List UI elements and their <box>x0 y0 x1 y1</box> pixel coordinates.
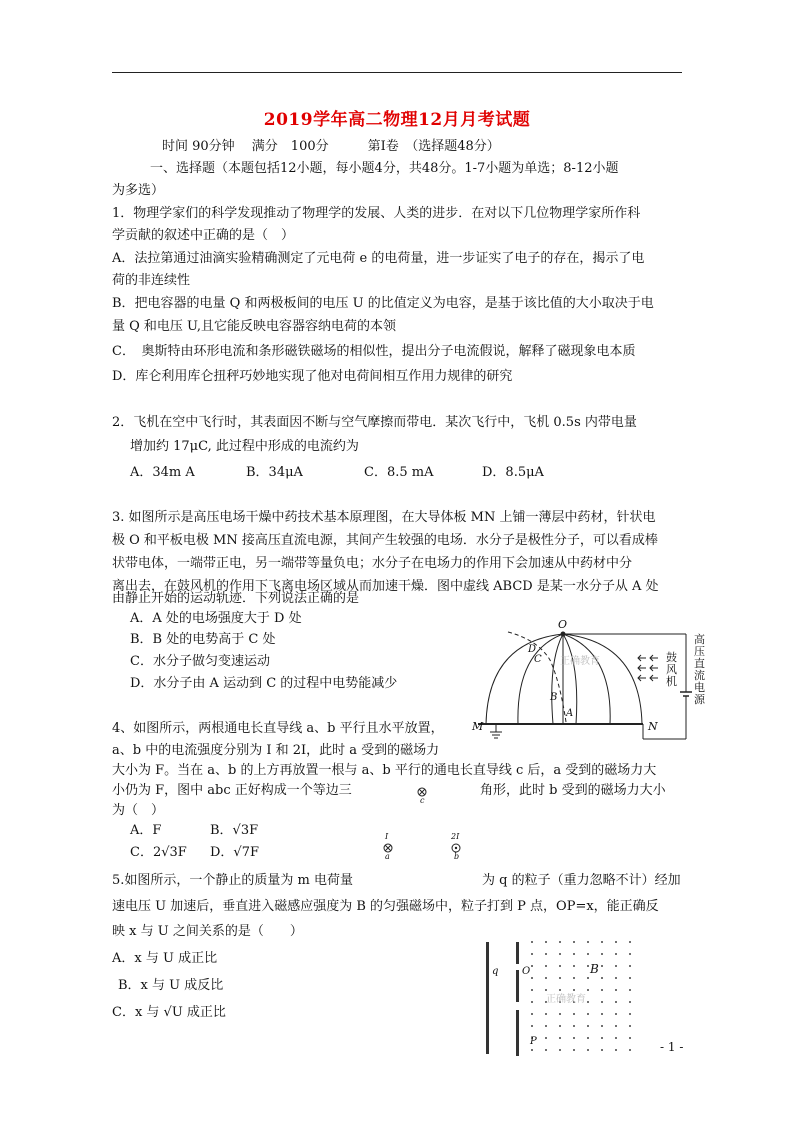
field-dot <box>531 1025 533 1027</box>
q5-stem-2: 速电压 U 加速后，垂直进入磁感应强度为 B 的匀强磁场中，粒子打到 P 点，OP=x，能正确反 <box>112 899 659 914</box>
field-dot <box>587 1013 589 1015</box>
wire-a-label: a <box>385 852 390 861</box>
field-dot <box>559 1025 561 1027</box>
field-dot <box>615 1013 617 1015</box>
wire-a-current-label: I <box>385 832 389 841</box>
label-n: N <box>648 720 658 733</box>
point-o-label: O <box>522 966 531 977</box>
field-dot <box>545 1037 547 1039</box>
field-dot <box>587 1037 589 1039</box>
field-dot <box>531 1013 533 1015</box>
field-dot <box>587 941 589 943</box>
field-dot <box>545 1025 547 1027</box>
q1-option-d: D．库仑利用库仑扭秤巧妙地实现了他对电荷间相互作用力规律的研究 <box>112 369 513 384</box>
q1-option-c: C． 奥斯特由环形电流和条形磁铁磁场的相似性，提出分子电流假说，解释了磁现象电本质 <box>112 344 636 359</box>
point-p-label: P <box>530 1036 537 1047</box>
q4-wires-diagram <box>370 782 480 862</box>
field-dot <box>629 1013 631 1015</box>
q4-option-d: D．√7F <box>210 845 259 860</box>
field-dot <box>601 977 603 979</box>
q3-option-c: C．水分子做匀变速运动 <box>130 654 270 669</box>
field-dot <box>601 1025 603 1027</box>
q5-stem-3: 映 x 与 U 之间关系的是（ ） <box>112 924 303 939</box>
field-dot <box>559 941 561 943</box>
q3-stem-1: 3. 如图所示是高压电场干燥中药技术基本原理图，在大导体板 MN 上铺一薄层中药材，针状电 <box>112 510 656 525</box>
field-dot <box>629 953 631 955</box>
q4-stem-4b: 角形，此时 b 受到的磁场力大小 <box>480 783 666 798</box>
field-b-label: B <box>590 962 599 976</box>
field-dot <box>615 1001 617 1003</box>
q2-option-a: A．34m A <box>130 465 195 480</box>
field-dot <box>573 1025 575 1027</box>
fan-label: 鼓风机 <box>666 651 677 688</box>
field-dot <box>559 965 561 967</box>
label-d: D <box>528 644 537 655</box>
field-dot <box>573 941 575 943</box>
field-dot <box>615 989 617 991</box>
field-dot <box>601 989 603 991</box>
q2-option-c: C．8.5 mA <box>364 465 434 480</box>
q2-stem: 2．飞机在空中飞行时，其表面因不断与空气摩擦而带电．某次飞行中，飞机 0.5s 内带电量 <box>112 415 637 430</box>
q3-field-diagram <box>468 618 718 740</box>
field-dot <box>601 1037 603 1039</box>
field-dot <box>531 1049 533 1051</box>
field-dot <box>601 1049 603 1051</box>
field-dot <box>573 1049 575 1051</box>
q3-option-b: B．B 处的电势高于 C 处 <box>130 632 276 647</box>
q4-option-b: B．√3F <box>210 823 259 838</box>
field-dot <box>615 953 617 955</box>
field-dot <box>573 953 575 955</box>
q5-stem-1a: 5.如图所示，一个静止的质量为 m 电荷量 <box>112 873 353 888</box>
charge-label: q <box>492 966 499 977</box>
field-dot <box>629 1037 631 1039</box>
page-number: - 1 - <box>660 1040 684 1054</box>
field-dot <box>615 1025 617 1027</box>
field-dot <box>531 977 533 979</box>
field-dot <box>601 1013 603 1015</box>
q3-stem-4: 离出去，在鼓风机的作用下飞离电场区域从而加速干燥．图中虚线 ABCD 是某一水分子从 A 处 <box>112 579 659 594</box>
field-dot <box>559 1013 561 1015</box>
label-c: C <box>534 654 542 665</box>
q4-stem-5: 为（ ） <box>112 803 165 818</box>
q3-stem-2: 极 O 和平板电极 MN 接高压直流电源，其间产生较强的电场．水分子是极性分子，可以看成棒 <box>112 533 658 548</box>
field-dot <box>587 1001 589 1003</box>
q4-stem-3: 大小为 F。当在 a、b 的上方再放置一根与 a、b 平行的通电长直导线 c 后，a 受到的磁场力大 <box>112 763 657 778</box>
field-dot <box>531 953 533 955</box>
q1-stem-cont: 学贡献的叙述中正确的是（ ） <box>112 228 295 243</box>
field-dot <box>559 953 561 955</box>
q1-option-a-cont: 荷的非连续性 <box>112 273 191 288</box>
label-a: A <box>566 708 574 719</box>
field-dot <box>587 965 589 967</box>
power-supply-label: 高压直流电源 <box>694 633 705 706</box>
field-dot <box>615 1037 617 1039</box>
exam-title: 2019学年高二物理12月月考试题 <box>263 110 531 130</box>
field-dot <box>629 1049 631 1051</box>
q5-option-a: A．x 与 U 成正比 <box>112 951 218 966</box>
q1-stem: 1．物理学家们的科学发现推动了物理学的发展、人类的进步．在对以下几位物理学家所作科 <box>112 206 641 221</box>
field-dot <box>531 965 533 967</box>
field-dot <box>573 1013 575 1015</box>
q3-option-d: D．水分子由 A 运动到 C 的过程中电势能减少 <box>130 676 398 691</box>
field-dot <box>601 941 603 943</box>
exam-info: 时间 90分钟 满分 100分 第Ⅰ卷 （选择题48分） <box>162 139 500 154</box>
field-dot <box>545 941 547 943</box>
field-dot <box>531 989 533 991</box>
field-dot <box>545 953 547 955</box>
field-dot <box>573 965 575 967</box>
field-dot <box>615 977 617 979</box>
field-dot <box>629 977 631 979</box>
watermark: 正确教育 <box>560 656 600 667</box>
q3-option-a: A．A 处的电场强度大于 D 处 <box>130 611 302 626</box>
field-dot <box>545 977 547 979</box>
section-heading-cont: 为多选） <box>112 183 165 198</box>
q4-stem-2: a、b 中的电流强度分别为 I 和 2I，此时 a 受到的磁场力 <box>112 743 440 758</box>
field-dot <box>629 1025 631 1027</box>
q4-option-c: C．2√3F <box>130 845 187 860</box>
field-dot <box>545 1013 547 1015</box>
q3-stem-3: 状带电体，一端带正电，另一端带等量负电；水分子在电场力的作用下会加速从中药材中分 <box>112 556 633 571</box>
field-dot <box>615 941 617 943</box>
q1-option-b-cont: 量 Q 和电压 U,且它能反映电容器容纳电荷的本领 <box>112 319 396 334</box>
wire-b-label: b <box>454 852 460 861</box>
field-dot <box>573 977 575 979</box>
field-dot <box>629 989 631 991</box>
field-dot <box>601 965 603 967</box>
field-dot <box>559 1049 561 1051</box>
field-dot <box>545 1049 547 1051</box>
field-dot <box>601 953 603 955</box>
q4-stem-4a: 小仍为 F，图中 abc 正好构成一个等边三 <box>112 783 352 798</box>
field-dot <box>629 1001 631 1003</box>
field-dot <box>587 1025 589 1027</box>
q2-option-d: D．8.5μA <box>482 465 544 480</box>
watermark-2: 正确教育 <box>546 994 586 1005</box>
q1-option-a: A．法拉第通过油滴实验精确测定了元电荷 e 的电荷量，进一步证实了电子的存在，揭示了电 <box>112 251 645 266</box>
q2-option-b: B．34μA <box>246 465 303 480</box>
field-dot <box>629 965 631 967</box>
label-b: B <box>550 692 558 703</box>
field-dot <box>559 977 561 979</box>
field-dot <box>531 941 533 943</box>
q5-stem-1b: 为 q 的粒子（重力忽略不计）经加 <box>482 873 681 888</box>
field-dot <box>573 1037 575 1039</box>
field-dot <box>587 953 589 955</box>
top-rule <box>112 72 682 73</box>
label-m: M <box>472 720 484 733</box>
q5-option-c: C．x 与 √U 成正比 <box>112 1005 226 1020</box>
field-dot <box>615 965 617 967</box>
q3-stem-5: 由静止开始的运动轨迹．下列说法正确的是 <box>112 591 360 606</box>
field-dot <box>587 989 589 991</box>
q4-stem-1: 4、如图所示，两根通电长直导线 a、b 平行且水平放置， <box>112 721 444 736</box>
field-dot <box>629 941 631 943</box>
field-dot <box>545 965 547 967</box>
q5-option-b: B．x 与 U 成反比 <box>118 978 224 993</box>
label-o: O <box>558 618 568 631</box>
wire-c-label: c <box>420 796 425 805</box>
field-dot <box>615 1049 617 1051</box>
q5-magnetic-field-diagram <box>476 934 646 1064</box>
q4-option-a: A．F <box>130 823 162 838</box>
q1-option-b: B．把电容器的电量 Q 和两极板间的电压 U 的比值定义为电容，是基于该比值的大小取决于电 <box>112 296 654 311</box>
q2-stem-cont: 增加约 17μC, 此过程中形成的电流约为 <box>130 439 359 454</box>
section-heading: 一、选择题（本题包括12小题，每小题4分，共48分。1-7小题为单选；8-12小题 <box>150 161 619 176</box>
wire-b-current-label: 2I <box>451 832 460 841</box>
field-dot <box>531 1001 533 1003</box>
field-dot <box>559 1037 561 1039</box>
field-dot <box>587 1049 589 1051</box>
field-dot <box>587 977 589 979</box>
field-dot <box>601 1001 603 1003</box>
